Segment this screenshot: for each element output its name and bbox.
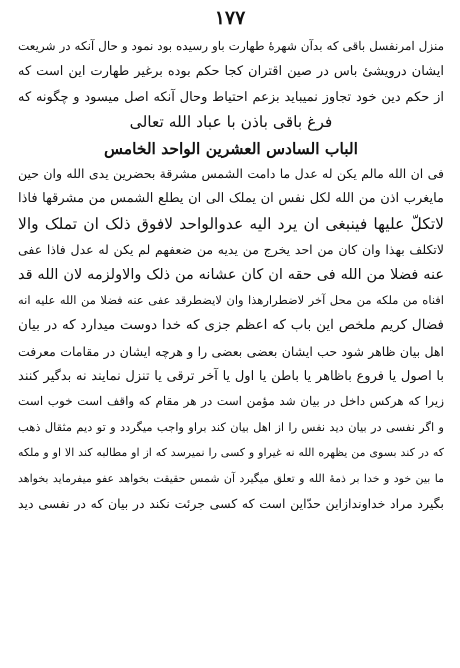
text-line: لاتکلف بهذا وان کان من احد یخرج من یدیه من ضعفهم لم یکن له عدل فاذا عفی: [18, 242, 444, 258]
text-line: فرغ باقی باذن با عباد الله تعالی: [129, 113, 333, 132]
text-line: با اصول یا فروع باظاهر یا باطن یا اول یا آخر ترقی یا تنزل نمایند نه بدگیر کنند: [18, 369, 444, 385]
text-line: ما بین خود و خدا بر ذمهٔ الله و تعلق میگیرد آن شمس حقیقت بخواهد عفو میفرماید بخواهد: [18, 471, 444, 485]
text-line: افناه من ملکه من محل آخر لاضطرارهذا وان لایضطرقد عفی عنه فضلا من الله علیه انه: [18, 292, 444, 307]
text-line: فی ان الله مالم یکن له عدل ما دامت الشمس مشرقة بحضرین یدی الله وان حین: [18, 165, 444, 181]
text-line: که در کند بسوی من یظهره الله نه غیراو و کسی را نمیرسد که از او مطالبه کند الا او و ملکه: [18, 446, 444, 460]
text-line: زیرا که هرکس داخل در بیان شد مؤمن است در هر مقام که واقف است خوب است: [18, 394, 444, 409]
text-line: اهل بیان ظاهر شود حب ایشان بعضی بعضی را و هرچه ایشان در مقامات معرفت: [18, 343, 444, 359]
page-number: ١٧٧: [214, 7, 246, 29]
text-line: منزل امرنفسل باقی که بدآن شهرهٔ طهارت باو رسیده بود نمود و حال آنکه در شریعت: [18, 39, 444, 53]
text-line: مایغرب اذن من الله لکل نفس ان یملک الی ان یطلع الشمس من مشرقها فاذا: [18, 191, 444, 207]
text-line: و اگر نفسی در بیان دید نفس را از اهل بیان کند براو واجب میگردد و تو دیم مثقال ذهب: [18, 419, 444, 434]
text-line: فضال کریم ملخص این باب که اعظم جزی که خدا دوست میدارد که در بیان: [18, 317, 444, 334]
text-line: از حکم دین خود تجاوز نمیباید بزعم احتیاط وحال آنکه اصل میسود و چگونه که: [18, 89, 444, 105]
text-line: ایشان درویشیٔ باس در صین اقتران کجا حکم بوده برغیر طهارت این است که: [18, 64, 444, 80]
text-line: لاتکلّ علیها فینبغی ان یرد الیه عدوالواحد لافوق ذلک ان تملک والا: [18, 214, 444, 233]
body-text: [18, 34, 444, 516]
chapter-heading: الباب السادس العشرین الواحد الخامس: [104, 138, 358, 158]
text-line: بگیرد مراد خداوندازاین حدّاین است که کسی جرئت نکند در بیان که در نفسی دید: [18, 496, 444, 512]
text-line: عنه فضلا من الله فی حقه ان کان عشانه من ذلک والاولزمه لان الله قد: [18, 266, 444, 283]
